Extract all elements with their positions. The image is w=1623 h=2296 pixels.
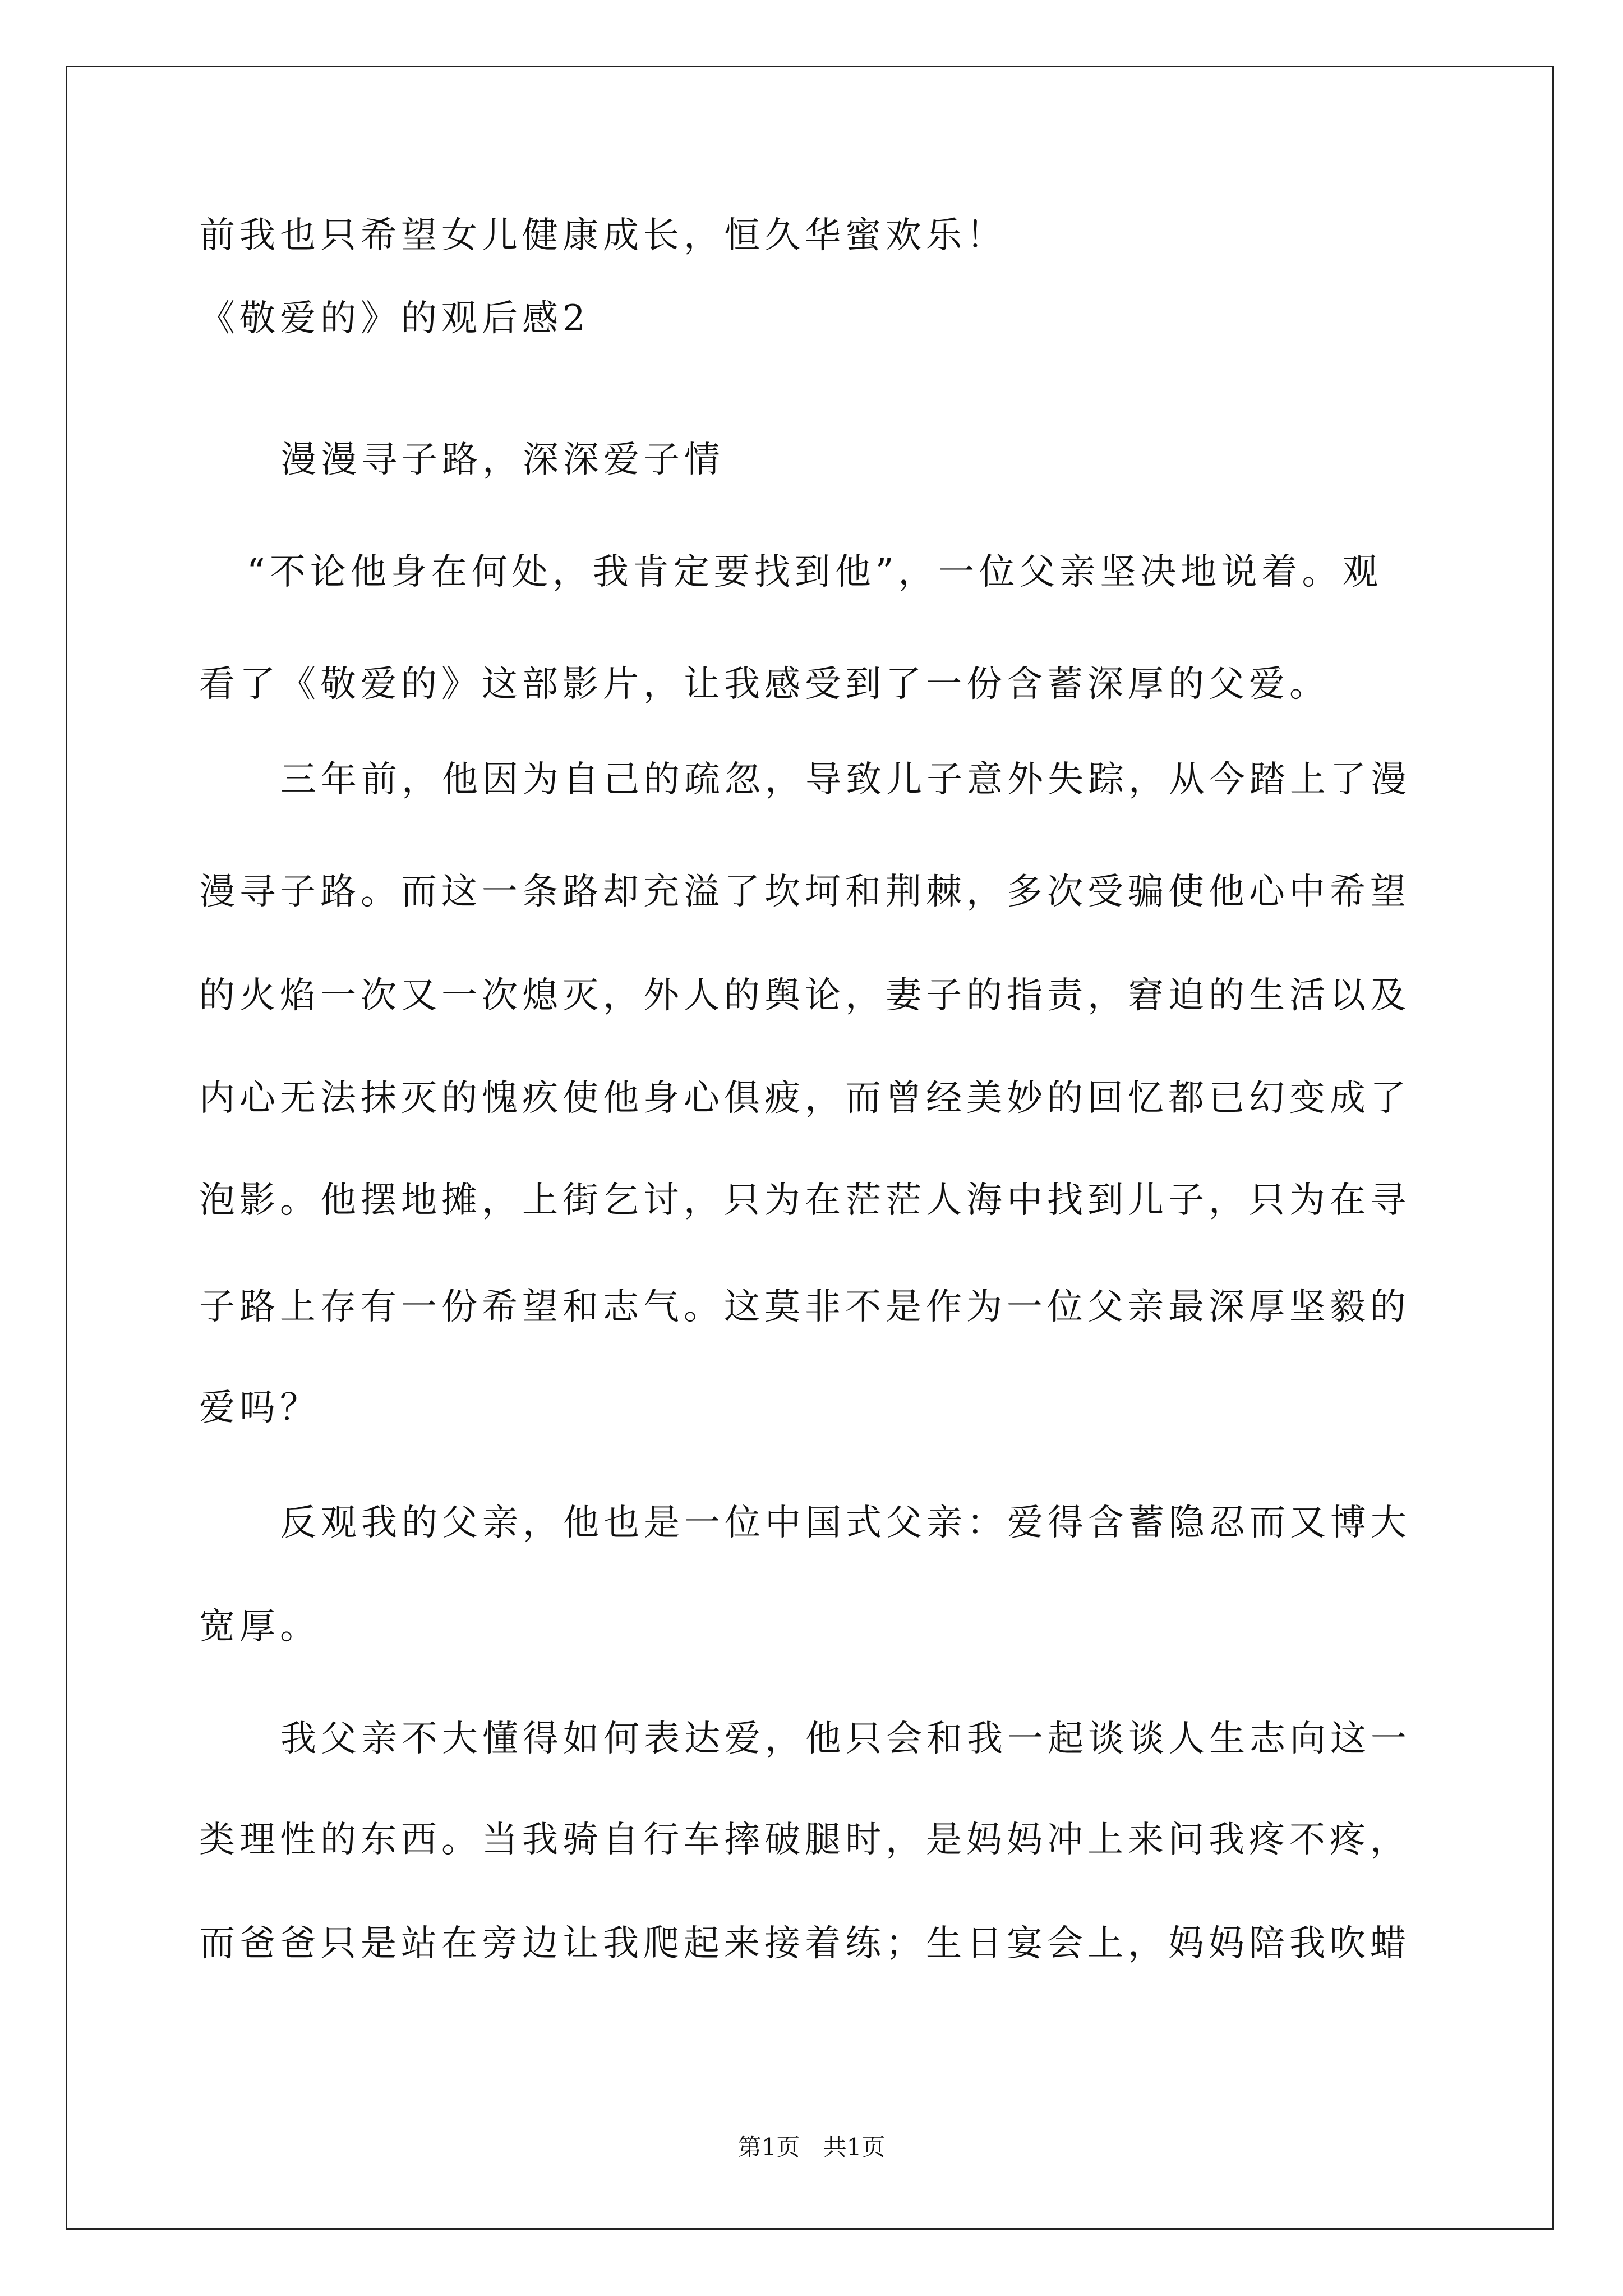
page-total: 共1页	[823, 2133, 886, 2161]
page-border	[66, 66, 1554, 2230]
page-number: 第1页	[737, 2133, 800, 2161]
section-heading: 《敬爱的》的观后感2	[199, 298, 590, 339]
text-line: 子路上存有一份希望和志气。这莫非不是作为一位父亲最深厚坚毅的	[199, 1286, 1410, 1328]
text-line: 我父亲不大懂得如何表达爱，他只会和我一起谈谈人生志向这一	[280, 1718, 1411, 1760]
text-line: “不论他身在何处，我肯定要找到他”，一位父亲坚决地说着。观	[247, 551, 1383, 593]
text-line: 反观我的父亲，他也是一位中国式父亲：爱得含蓄隐忍而又博大	[280, 1502, 1411, 1544]
text-line: 漫寻子路。而这一条路却充溢了坎坷和荆棘，多次受骗使他心中希望	[199, 871, 1410, 913]
text-line: 内心无法抹灭的愧疚使他身心俱疲，而曾经美妙的回忆都已幻变成了	[199, 1078, 1410, 1119]
text-line: 的火焰一次又一次熄灭，外人的舆论，妻子的指责，窘迫的生活以及	[199, 975, 1410, 1016]
text-line: 前我也只希望女儿健康成长，恒久华蜜欢乐！	[199, 215, 1007, 256]
text-line: 看了《敬爱的》这部影片，让我感受到了一份含蓄深厚的父爱。	[199, 664, 1330, 705]
page-footer	[0, 2132, 1623, 2163]
text-line: 宽厚。	[199, 1606, 320, 1648]
text-line: 类理性的东西。当我骑自行车摔破腿时，是妈妈冲上来问我疼不疼，	[199, 1819, 1410, 1861]
text-line: 三年前，他因为自己的疏忽，导致儿子意外失踪，从今踏上了漫	[280, 759, 1411, 800]
subtitle-line: 漫漫寻子路，深深爱子情	[280, 439, 725, 481]
text-line: 而爸爸只是站在旁边让我爬起来接着练；生日宴会上，妈妈陪我吹蜡	[199, 1923, 1410, 1964]
text-line: 爱吗？	[199, 1387, 320, 1429]
text-line: 泡影。他摆地摊，上街乞讨，只为在茫茫人海中找到儿子，只为在寻	[199, 1180, 1410, 1221]
